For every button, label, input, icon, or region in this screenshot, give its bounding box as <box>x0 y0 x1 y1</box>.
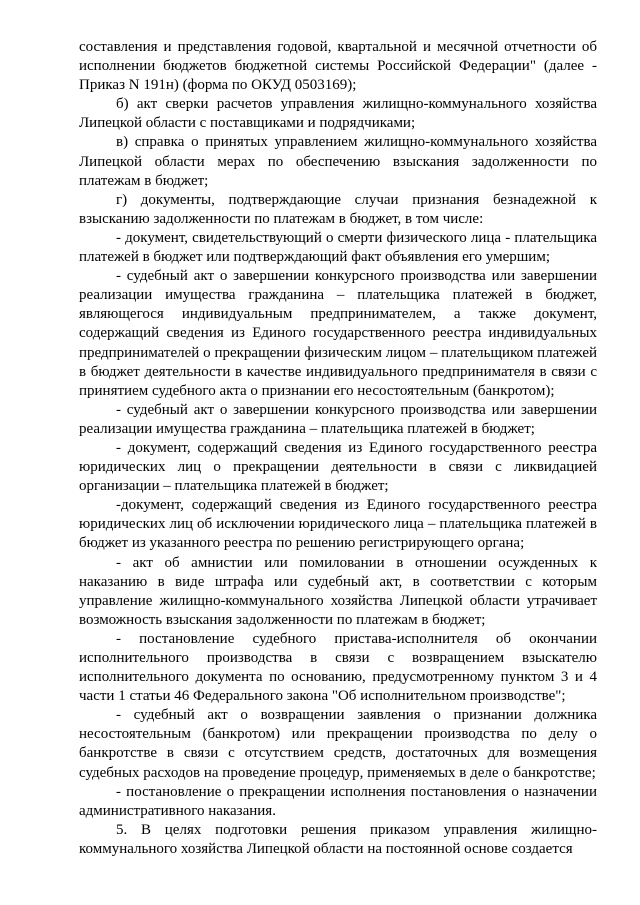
document-body <box>79 38 597 859</box>
paragraph-insolvency-return: - судебный акт о возвращении заявления о признании должника несостоятельным (банкротом) или прекращении производства по делу о банкротстве в связи с отсутствием средств, достаточных для возмещения судебных расходов на проведение процедур, применяемых в деле о банкротстве; <box>79 707 597 781</box>
paragraph-bankruptcy-citizen: - судебный акт о завершении конкурсного производства или завершении реализации имущества гражданина – плательщика платежей в бюджет; <box>79 401 597 437</box>
paragraph-bailiff-resolution: - постановление судебного пристава-исполнителя об окончании исполнительного производства в связи с возвращением взыскателю исполнительного документа по основанию, предусмотренному пунктом 3 и 4 части 1 статьи 46 Федерального закона "Об исполнительном производстве"; <box>79 630 597 705</box>
paragraph-death-document: - документ, свидетельствующий о смерти физического лица - плательщика платежей в бюджет или подтверждающий факт объявления его умершим; <box>79 229 597 266</box>
paragraph-item-v: в) справка о принятых управлением жилищно-коммунального хозяйства Липецкой области мерах по обеспечению взыскания задолженности по платежам в бюджет; <box>79 134 597 189</box>
paragraph-continuation: составления и представления годовой, квартальной и месячной отчетности об исполнении бюджетов бюджетной системы Российской Федерации" (далее - Приказ N 191н) (форма по ОКУД 0503169); <box>79 39 597 94</box>
paragraph-item-g: г) документы, подтверждающие случаи признания безнадежной к взысканию задолженности по платежам в бюджет, в том числе: <box>79 191 597 227</box>
paragraph-bankruptcy-entrepreneur: - судебный акт о завершении конкурсного производства или завершении реализации имущества гражданина – плательщика платежей в бюджет, являющегося индивидуальным предпринимателем, а также документ, содержащий сведения из Единого государственного реестра индивидуальных предпринимателей о прекращении физическим лицом – плательщиком платежей в бюджет деятельности в качестве индивидуального предпринимателя в связи с принятием судебного акта о признании его несостоятельным (банкротом); <box>79 268 597 399</box>
paragraph-liquidation: - документ, содержащий сведения из Единого государственного реестра юридических лиц о прекращении деятельности в связи с ликвидацией организации – плательщика платежей в бюджет; <box>79 439 597 495</box>
paragraph-item-b: б) акт сверки расчетов управления жилищно-коммунального хозяйства Липецкой области с поставщиками и подрядчиками; <box>79 96 597 132</box>
paragraph-registry-exclusion: -документ, содержащий сведения из Единого государственного реестра юридических лиц об исключении юридического лица – плательщика платежей в бюджет из указанного реестра по решению регистрирующего органа; <box>79 497 597 552</box>
paragraph-administrative-penalty: - постановление о прекращении исполнения постановления о назначении административного наказания. <box>79 783 597 819</box>
paragraph-amnesty: - акт об амнистии или помиловании в отношении осужденных к наказанию в виде штрафа или судебный акт, в соответствии с которым управление жилищно-коммунального хозяйства Липецкой области утрачивает возможность взыскания задолженности по платежам в бюджет; <box>79 554 597 628</box>
paragraph-section-5: 5. В целях подготовки решения приказом управления жилищно-коммунального хозяйства Липецкой области на постоянной основе создается <box>79 821 597 857</box>
